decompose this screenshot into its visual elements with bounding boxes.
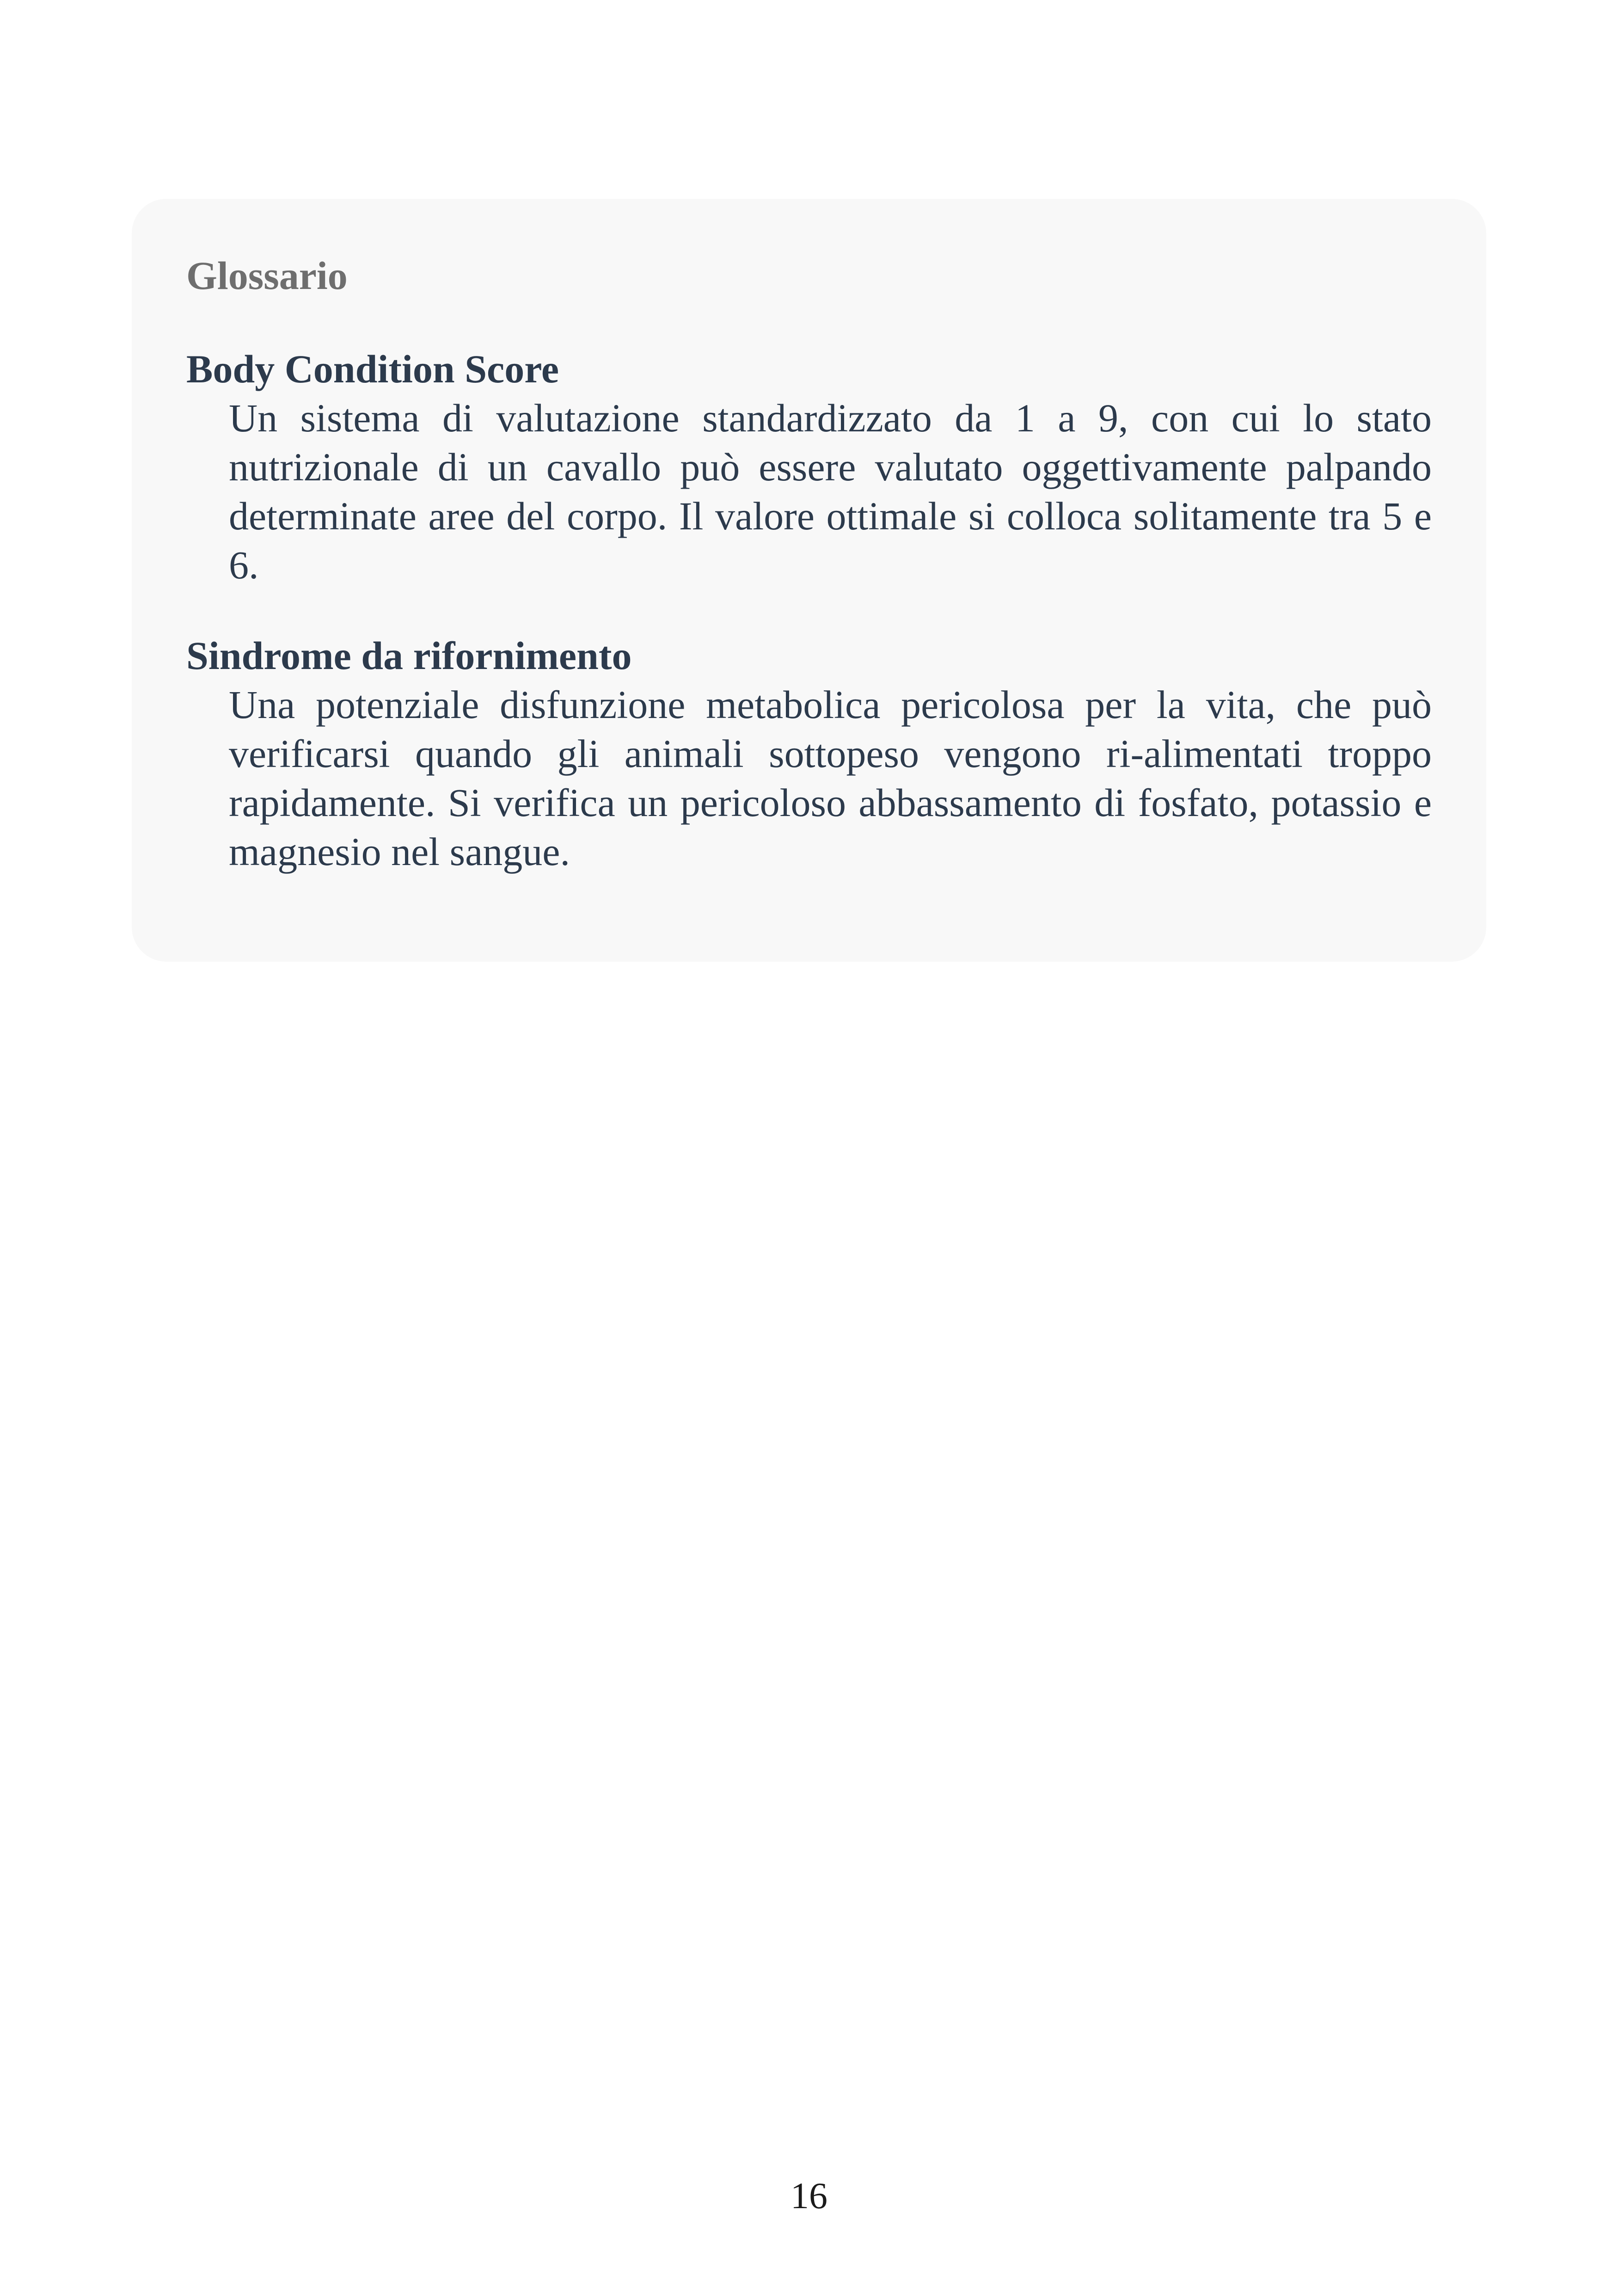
glossary-term: Sindrome da rifornimento — [186, 633, 632, 678]
glossary-title: Glossario — [186, 253, 348, 298]
glossary-definition: Un sistema di valutazione standardizzato da 1 a 9, con cui lo stato nutrizionale di un cavallo può essere valutato oggettivamente palpando determinate aree del corpo. Il valore ottimale si colloca solitamente tra 5 e 6. — [229, 396, 1432, 587]
glossary-box — [132, 199, 1486, 962]
glossary-entry — [186, 349, 1432, 589]
glossary-entry — [186, 633, 1432, 876]
page-number: 16 — [791, 2176, 827, 2216]
glossary-definition: Una potenziale disfunzione metabolica pericolosa per la vita, che può verificarsi quando gli animali sottopeso vengono ri-alimentati troppo rapidamente. Si verifica un pericoloso abbassamento di fosfato, potassio e magnesio nel sangue. — [229, 682, 1432, 874]
glossary-term: Body Condition Score — [186, 347, 559, 391]
